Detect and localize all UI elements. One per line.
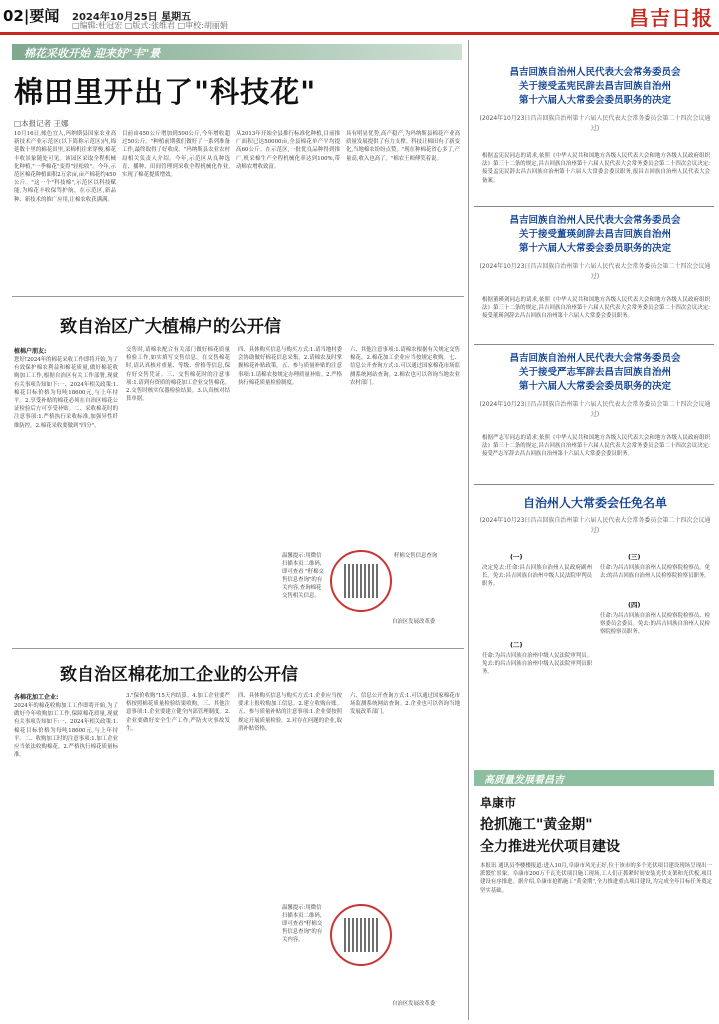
article2-col-1: 您好!2024年的棉花采收工作即将开始,为了有效保护棉农利益和棉花质量,做好棉花收购加工工作,根据自治区有关工作部署,现就有关事项告知如下:一、2024年相关政策:1.棉花目标价格为每吨18600元,与上年持平。2.享受补贴的棉花必须在自治区棉花公证检验后方可享受补贴。二、采收棉花时的注意事项:1.严格执行采收标准,加强异性纤维防控。2.棉花采收要做到"四分"。 — [14, 357, 118, 429]
appointment-col-1-header: (一) — [510, 553, 523, 561]
feature-title-2: 全力推进光伏项目建设 — [480, 839, 620, 855]
decision2-subtitle: (2024年10月23日昌吉回族自治州第十六届人民代表大会常务委员会第二十四次会议通过) — [479, 263, 711, 280]
decision1-subtitle: (2024年10月23日昌吉回族自治州第十六届人民代表大会常务委员会第二十四次会议通过) — [479, 115, 711, 132]
qr-notice-box-2 — [282, 900, 462, 966]
feature-title-1: 抢抓施工"黄金期" — [480, 817, 593, 833]
article2-col-2: 交售时,请棉农配合有关部门做好棉花质量检验工作,如实填写交售信息。在交售棉花时,请认真核对重量、等级、价格等信息,保存好交售凭证。三、交售棉花时的注意事项:1.请到有资质的棉花加工企业交售棉花。2.交售时核实仪器检验结果。3.认真核对结算单据。 — [126, 347, 230, 403]
decision3-body: 根据严志军同志的请求,依照《中华人民共和国地方各级人民代表大会和地方各级人民政府组织法》第三十二条的规定,昌吉回族自治州第十六届人民代表大会常务委员会第二十四次会议决定:接受严志军辞去昌吉回族自治州第十六届人大常委会委员职务。 — [482, 435, 710, 458]
decision2-body: 根据董瑛剑同志的请求,依照《中华人民共和国地方各级人民代表大会和地方各级人民政府组织法》第三十二条的规定,昌吉回族自治州第十六届人民代表大会常务委员会第二十四次会议决定:接受董瑛剑辞去昌吉回族自治州第十六届人大常委会委员职务。 — [482, 297, 710, 320]
right-rule-2 — [474, 344, 714, 345]
appointment-subtitle: (2024年10月23日昌吉回族自治州第十六届人民代表大会常务委员会第二十四次会议通过) — [479, 517, 711, 534]
decision1-title: 昌吉回族自治州人民代表大会常务委员会 关于接受孟宪民辞去昌吉回族自治州 第十六届人大常委会委员职务的决定 — [509, 67, 681, 106]
article3-title: 致自治区棉花加工企业的公开信 — [60, 665, 298, 685]
main-article-col-3: 从2013年开始全县推行标准化种植,目前推广面积已达50000亩,全县棉花单产平均提高60公斤。在示范区,一批优良品种得到推广,机采棉生产全程机械化率达到100%,带动棉农增收致富。 — [236, 131, 340, 170]
appointment-col-3-header: (三) — [628, 553, 641, 561]
newspaper-logo: 昌吉日报 — [629, 6, 713, 30]
qr-code-icon[interactable] — [330, 904, 392, 966]
article2-col-4: 六、其他注意事项:1.请棉农根据有关规定交售棉花。2.棉花加工企业应当按规定收购。七、信息公开查询方式:1.可以通过国家棉花市场监测系统网站查询。2.棉农也可以咨询当地农业农村部门。 — [350, 347, 460, 386]
editor-credits: □编辑:杜冠宏 □版式:张维君 □审校:胡丽娟 — [72, 21, 228, 30]
appointment-col-2: 任命:为昌吉回族自治州中级人民法院审判员。免去:的昌吉回族自治州中级人民法院审判员职务。 — [482, 653, 592, 676]
right-rule-1 — [474, 206, 714, 207]
column-divider — [468, 40, 469, 1020]
issue-date: 2024年10月25日 星期五 — [72, 12, 192, 23]
feature-banner-text: 高质量发展看昌吉 — [484, 775, 564, 786]
appointment-col-3: 任命:为昌吉回族自治州人民检察院检察员。免去:的昌吉回族自治州人民检察院检察员职务。 — [600, 565, 710, 580]
qr-caption: 籽棉交售信息查询 — [394, 553, 438, 559]
header-rule — [0, 32, 719, 35]
section-divider — [12, 296, 464, 297]
qr-notice-box — [282, 548, 462, 610]
appointment-col-1: 决定免去:任命:昌吉回族自治州人民政府副州长。免去:昌吉回族自治州中级人民法院审判员职务。 — [482, 565, 592, 588]
article3-greeting: 各棉花加工企业: — [14, 694, 59, 701]
appointment-col-4: 任命:为昌吉回族自治州人民检察院检察员、检察委员会委员。免去:的昌吉回族自治州人民检察院检察员职务。 — [600, 613, 710, 636]
feature-body: 本报讯 通讯员李楼楼报道:进入10月,阜康市风光正好,位于该市的多个光伏项目建设现场呈现出一派繁忙景象。阜康市200万千瓦光伏项目施工现场,工人们正抓紧时间安装光伏支架和光伏板,项目建设有序推进。据介绍,阜康市抢抓施工"黄金期",全力推进重点项目建设,为完成全年目标任务奠定坚实基础。 — [480, 863, 712, 894]
main-article-col-4: 具有明显优势,高产稳产,为玛纳斯县棉花产业高质量发展提供了有力支撑。科技让棉田有了新变化,当地棉农纷纷点赞。"现在种棉花省心多了,产量高,收入也高了。"棉农王师傅笑着说。 — [346, 131, 460, 162]
decision2-title: 昌吉回族自治州人民代表大会常务委员会 关于接受董瑛剑辞去昌吉回族自治州 第十六届人大常委会委员职务的决定 — [509, 215, 681, 254]
decision3-title: 昌吉回族自治州人民代表大会常务委员会 关于接受严志军辞去昌吉回族自治州 第十六届人大常委会委员职务的决定 — [509, 353, 681, 392]
article2-signature: 自治区发展改革委 — [392, 619, 436, 625]
appointment-col-4-header: (四) — [628, 601, 641, 609]
section-divider-2 — [12, 648, 464, 649]
article3-col-2: 3."保价收购"15天内结算。4.加工企业要严格按照棉花质量检验结果收购。三、其他注意事项:1.企业要建立健全内部管理制度。2.企业要做好安全生产工作,严防火灾事故发生。 — [126, 693, 230, 732]
appointment-col-2-header: (二) — [510, 641, 523, 649]
page-number: 02|要闻 — [3, 7, 60, 25]
article2-col-3: 四、具体购买信息与购买方式:1.请当地村委会协助做好棉花信息采集。2.请棉农及时掌握棉花补贴政策。五、参与质量补贴的注意事项:1.请棉农按规定办理质量补贴。2.严格执行棉花质量检验制度。 — [238, 347, 342, 386]
qr-code-icon[interactable] — [330, 550, 392, 612]
article3-col-1: 2024年的棉花收购加工工作即将开始,为了做好今年收购加工工作,保障棉花质量,现就有关事项告知如下:一、2024年相关政策:1.棉花目标价格为每吨18600元,与上年持平。二、收购加工时的注意事项:1.加工企业应当依法收购棉花。2.严格执行棉花质量标准。 — [14, 703, 118, 759]
main-article-col-1: 10月16日,帐色宜人,玛纳斯县国家农业高新技术产业示范区(以下简称示范区)内,绵延数十里的棉花田里,采棉机往来穿梭,棉花丰收景象随处可见。该园区采取全程机械化种植,"一季棉花"变得"轻松收"。今年,示范区棉花种植面积2万余亩,亩产棉花约450公斤。"这一个"科技棉",示范区以科技赋能,为棉花丰收保驾护航。在示范区,新品种、新技术的推广应用,让棉农收获满满。 — [14, 131, 116, 203]
feature-city: 阜康市 — [480, 796, 517, 810]
topic-banner-text: 棉花采收开始 迎来好"丰"景 — [24, 47, 161, 60]
decision3-subtitle: (2024年10月23日昌吉回族自治州第十六届人民代表大会常务委员会第二十四次会议通过) — [479, 401, 711, 418]
main-headline: 棉田里开出了"科技花" — [14, 75, 317, 109]
byline: □本报记者 王娜 — [14, 119, 69, 128]
right-rule-3 — [474, 484, 714, 485]
appointment-title: 自治州人大常委会任免名单 — [522, 496, 667, 510]
qr-notice-text: 温馨提示:用微信扫描本页二维码,即可查看 "籽棉交售信息查询"的有关内容,查询棉花交售相关信息。 — [282, 553, 324, 599]
article2-greeting: 植棉户朋友: — [14, 348, 47, 355]
main-article-col-2: 目前由450公斤增加到500公斤,今年增收超过50公斤。"种植前期我们做好了一系列准备工作,最终取得了好收成。"玛纳斯县农业农村局相关负责人介绍。今年,示范区从良种选育、播种、田间管理到采收全程机械化作业,实现了棉花提质增效。 — [122, 131, 230, 179]
article3-col-3: 四、具体购买信息与购买方式:1.企业应当按要求上报收购加工信息。2.建立收购台账。五、参与质量补贴的注意事项:1.企业要按照规定开展质量检验。2.对存在问题的企业,取消补贴资格。 — [238, 693, 342, 732]
article2-title: 致自治区广大植棉户的公开信 — [60, 317, 281, 337]
qr-notice-text-2: 温馨提示:用微信扫描本页二维码,即可查看"籽棉交售信息查询"的有关内容。 — [282, 905, 323, 943]
page-header — [0, 0, 719, 38]
article3-signature: 自治区发展改革委 — [392, 1001, 436, 1007]
decision1-body: 根据孟宪民同志的请求,依照《中华人民共和国地方各级人民代表大会和地方各级人民政府组织法》第三十二条的规定,昌吉回族自治州第十六届人民代表大会常务委员会第二十四次会议决定:接受孟宪民辞去昌吉回族自治州第十六届人大常委会委员职务,报昌吉回族自治州人民代表大会备案。 — [482, 153, 710, 184]
article3-col-4: 六、信息公开查询方式:1.可以通过国家棉花市场监测系统网站查询。2.企业也可以咨询当地发展改革部门。 — [350, 693, 460, 716]
